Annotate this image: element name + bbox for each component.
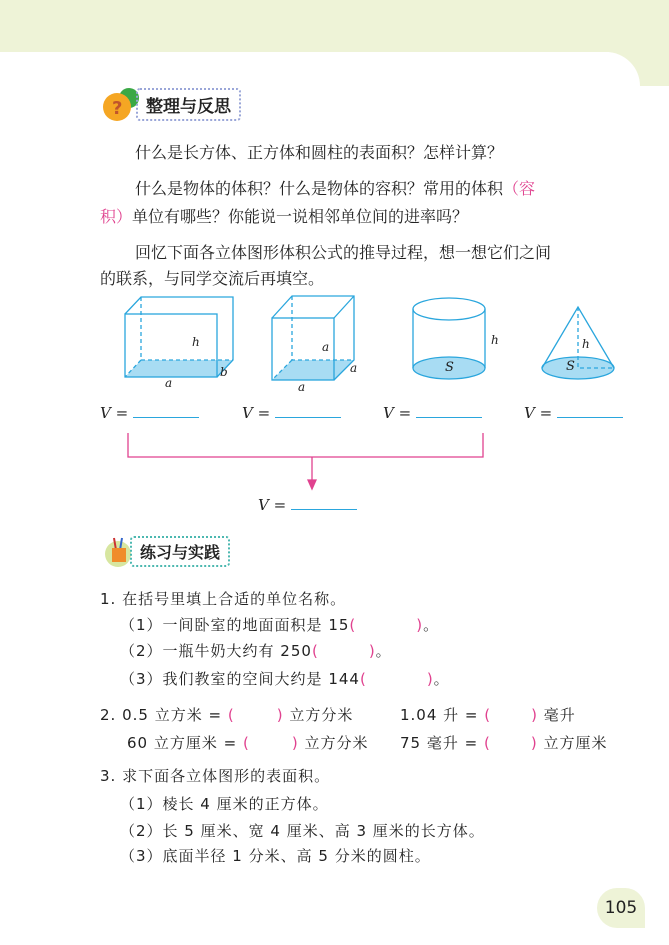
section-header-practice — [104, 534, 230, 568]
paragraph: 积）单位有哪些？你能说一说相邻单位间的进率吗？ — [100, 207, 469, 226]
cube-figure — [272, 296, 354, 380]
question-2-d: 75 毫升 = ( ) 立方厘米 — [400, 734, 608, 752]
bracket-connector — [128, 433, 483, 489]
cuboid-figure — [125, 297, 233, 377]
q1-item: （1）一间卧室的地面面积是 15( )。 — [120, 616, 440, 634]
volume-formula-cone[interactable]: V = — [524, 403, 623, 422]
label-h: h — [192, 335, 200, 349]
q3-item: （1）棱长 4 厘米的正方体。 — [120, 795, 329, 813]
label-a: a — [350, 361, 358, 375]
label-a: a — [165, 376, 173, 390]
paragraph: 什么是物体的体积？什么是物体的容积？常用的体积（容 — [135, 179, 536, 198]
volume-formula-cuboid[interactable]: V = — [100, 403, 199, 422]
volume-formula-cylinder[interactable]: V = — [383, 403, 482, 422]
q3-item: （2）长 5 厘米、宽 4 厘米、高 3 厘米的长方体。 — [120, 822, 485, 840]
label-S: S — [566, 359, 575, 374]
label-h: h — [491, 333, 499, 347]
section-header-reflect — [100, 86, 241, 122]
label-S: S — [445, 360, 454, 375]
label-a: a — [322, 340, 330, 354]
question-2-c: 60 立方厘米 = ( ) 立方分米 — [127, 734, 369, 752]
label-a: a — [298, 380, 306, 394]
svg-text:?: ? — [112, 98, 123, 119]
section-title: 整理与反思 — [136, 88, 241, 121]
volume-formula-general[interactable]: V = — [258, 495, 357, 514]
label-b: b — [220, 365, 228, 379]
q1-item: （3）我们教室的空间大约是 144( )。 — [120, 670, 450, 688]
paragraph: 的联系，与同学交流后再填空。 — [100, 269, 325, 288]
paragraph: 什么是长方体、正方体和圆柱的表面积？怎样计算？ — [135, 143, 504, 162]
paragraph: 回忆下面各立体图形体积公式的推导过程，想一想它们之间 — [135, 243, 552, 262]
question-2-b: 1.04 升 = ( ) 毫升 — [400, 706, 576, 724]
cone-figure — [542, 307, 614, 379]
label-h: h — [582, 337, 590, 351]
volume-formula-cube[interactable]: V = — [242, 403, 341, 422]
page-number: 105 — [597, 888, 645, 928]
top-band — [0, 0, 669, 52]
q3-item: （3）底面半径 1 分米、高 5 分米的圆柱。 — [120, 847, 431, 865]
question-2: 2. 0.5 立方米 = ( ) 立方分米 — [100, 706, 354, 724]
question-1: 1. 在括号里填上合适的单位名称。 — [100, 590, 347, 608]
band-curve — [0, 52, 640, 112]
q1-item: （2）一瓶牛奶大约有 250( )。 — [120, 642, 392, 660]
question-3: 3. 求下面各立体图形的表面积。 — [100, 767, 331, 785]
section-title: 练习与实践 — [130, 536, 230, 567]
